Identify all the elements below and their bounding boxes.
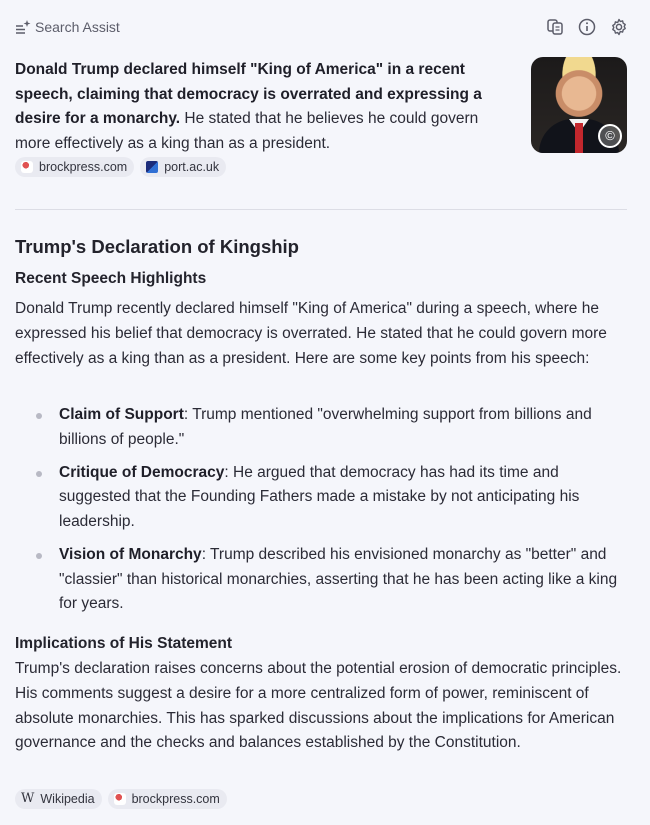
divider [15,209,627,210]
source-chip-wikipedia[interactable]: W Wikipedia [15,789,102,809]
list-item [0,543,627,617]
copyright-icon: © [598,124,622,148]
highlights-list [0,403,627,625]
bullet-term: Vision of Monarchy [59,545,202,563]
bullet-text: : Trump described his envisioned monarchy as "better" and "classier" than historical monarchies, asserting that he has been acting like a king for years. [59,545,618,613]
sparkle-list-icon [15,20,31,34]
wikipedia-icon: W [21,791,35,806]
article-sources [15,789,227,809]
brockpress-favicon-icon [21,161,33,173]
source-chip-brockpress[interactable]: brockpress.com [15,157,134,177]
bullet-icon [36,553,42,559]
section-intro: Donald Trump recently declared himself "King of America" during a speech, where he expressed his belief that democracy is overrated. He stated that he could govern more effectively as a king than as a president. Here are some key points from his speech: [15,300,607,367]
brockpress-favicon-icon [114,793,126,805]
source-chip-brockpress[interactable]: brockpress.com [108,789,227,809]
copy-icon[interactable] [546,18,564,36]
bullet-icon [36,413,42,419]
port-favicon-icon [146,161,158,173]
article-title: Trump's Declaration of Kingship [15,236,299,257]
list-item [0,403,627,452]
gear-icon[interactable] [610,18,628,36]
search-assist-label: Search Assist [35,19,120,35]
bullet-text: : He argued that democracy has had its time and suggested that the Founding Fathers made a mistake by not anticipating his leadership. [59,463,580,530]
section-heading-highlights: Recent Speech Highlights [15,270,207,287]
summary-text: He stated that he believes he could govern more effectively as a king than as a president. [15,110,479,152]
bullet-icon [36,471,42,477]
bullet-term: Claim of Support [59,406,184,423]
section-heading-implications: Implications of His Statement [15,635,233,652]
result-image[interactable] [531,57,627,153]
summary-sources [15,157,226,177]
list-item [0,461,627,535]
bullet-text: : Trump mentioned "overwhelming support from billions and billions of people." [59,406,592,448]
section-implications-text: Trump's declaration raises concerns about the potential erosion of democratic principles. His comments suggest a desire for a more centralized form of power, reminiscent of absolute monarchies. This has sparked discussions about the implications for American governance and the checks and balances established by the Constitution. [15,660,622,752]
info-icon[interactable] [578,18,596,36]
source-chip-port[interactable]: port.ac.uk [140,157,226,177]
bullet-term: Critique of Democracy [59,463,225,481]
search-assist-title [15,19,120,35]
answer-summary [15,58,505,156]
summary-bold-text: Donald Trump declared himself "King of America" in a recent speech, claiming that democracy is overrated and expressing a desire for a monarchy. [15,61,482,127]
search-assist-header [15,16,628,38]
